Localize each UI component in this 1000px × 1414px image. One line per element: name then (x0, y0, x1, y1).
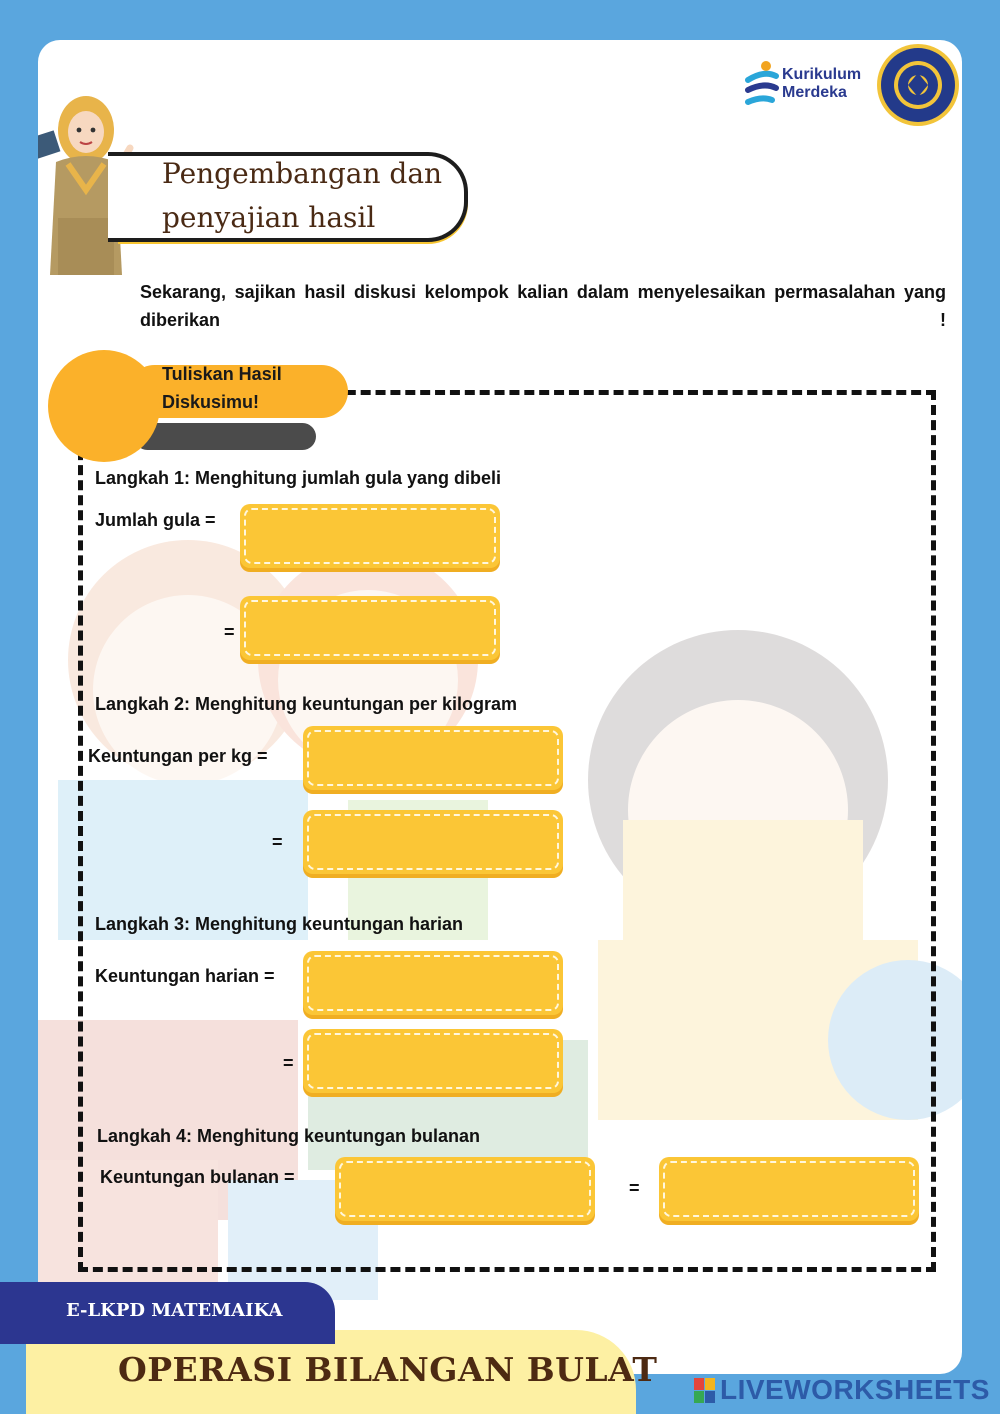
badge-circle (48, 350, 160, 462)
university-seal-logo (876, 43, 960, 127)
liveworksheets-wordmark: LIVEWORKSHEETS (720, 1374, 990, 1405)
step-1-answer-box-2[interactable] (240, 596, 500, 660)
step-3-answer-box-1[interactable] (303, 951, 563, 1015)
step-2-heading: Langkah 2: Menghitung keuntungan per kilogram (95, 694, 518, 714)
instruction-text: Sekarang, sajikan hasil diskusi kelompok kalian dalam menyelesaikan permasalahan yang diberikan ! (140, 282, 946, 330)
kurikulum-merdeka-logo (744, 60, 884, 114)
step-1-answer-box-1[interactable] (240, 504, 500, 568)
liveworksheets-brand[interactable] (694, 1374, 994, 1408)
footer-series-label: E-LKPD MATEMAIKA (66, 1300, 283, 1321)
step-1-heading: Langkah 1: Menghitung jumlah gula yang dibeli (95, 468, 502, 488)
step-4-answer-box-2[interactable] (659, 1157, 919, 1221)
step-2-row-1-label: Keuntungan per kg = (88, 746, 268, 766)
step-3-heading: Langkah 3: Menghitung keuntungan harian (95, 914, 464, 934)
logo-line-1: Kurikulum (782, 66, 862, 83)
step-4-row-2-label: = (629, 1178, 640, 1198)
step-2-row-2-label: = (272, 832, 283, 852)
badge-underline (134, 423, 316, 450)
logo-line-2: Merdeka (782, 84, 847, 101)
step-3-answer-box-2[interactable] (303, 1029, 563, 1093)
merdeka-swoosh-icon (744, 60, 780, 108)
step-4-row-1-label: Keuntungan bulanan = (100, 1167, 295, 1187)
liveworksheets-logo-icon (694, 1378, 716, 1404)
step-2-answer-box-2[interactable] (303, 810, 563, 874)
worksheet-sheet (38, 40, 962, 1374)
step-3-row-1-label: Keuntungan harian = (95, 966, 275, 986)
section-title-line-2: penyajian hasil (162, 201, 376, 234)
step-1-row-1-label: Jumlah gula = (95, 510, 216, 530)
step-3-row-2-label: = (283, 1053, 294, 1073)
section-title-line-1: Pengembangan dan (162, 157, 443, 190)
step-4-heading: Langkah 4: Menghitung keuntungan bulanan (97, 1126, 480, 1146)
section-title (162, 152, 462, 240)
step-1-row-2-label: = (224, 622, 235, 642)
step-4-answer-box-1[interactable] (335, 1157, 595, 1221)
step-2-answer-box-1[interactable] (303, 726, 563, 790)
discussion-badge-label: Tuliskan Hasil Diskusimu! (162, 364, 282, 412)
footer-topic-title: OPERASI BILANGAN BULAT (118, 1350, 658, 1389)
